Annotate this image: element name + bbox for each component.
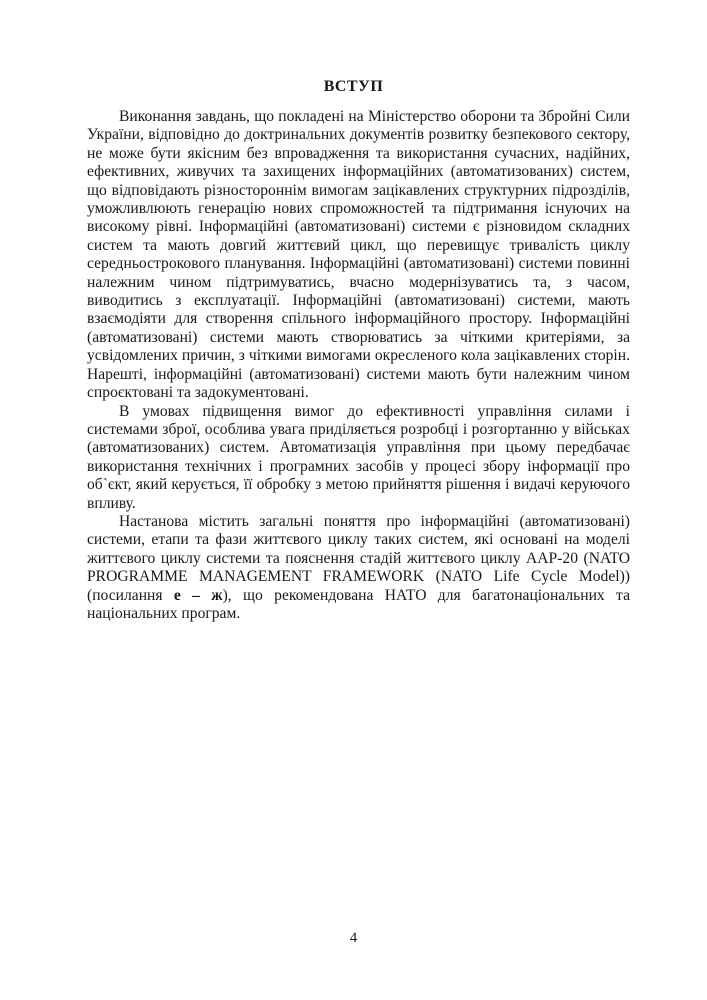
paragraph-1: Виконання завдань, що покладені на Міністерство оборони та Збройні Сили України, відповідно до доктринальних документів розвитку безпекового сектору, не може бути якісним без впровадження та використання сучасних, надійних, ефективних, живучих та захищених інформаційних (автоматизованих) систем, що відповідають різностороннім вимогам зацікавлених структурних підрозділів, уможливлюють генерацію нових спроможностей та підтримання існуючих на високому рівні. Інформаційні (автоматизовані) системи є різновидом складних систем та мають довгий життєвий цикл, що перевищує тривалість циклу середньострокового планування. Інформаційні (автоматизовані) системи повинні належним чином підтримуватись, вчасно модернізуватись та, з часом, виводитись з експлуатації. Інформаційні (автоматизовані) системи, мають взаємодіяти для створення спільного інформаційного простору. Інформаційні (автоматизовані) системи мають створюватись за чіткими критеріями, за усвідомлених причин, з чіткими вимогами окресленого кола зацікавлених сторін. Нарешті, інформаційні (автоматизовані) системи мають бути належним чином спроєктовані та задокументовані. xyxy=(87,108,630,402)
paragraph-3-text-end: ), що рекомендована НАТО для багатонаціональних та національних програм. xyxy=(87,586,630,622)
paragraph-2: В умовах підвищення вимог до ефективності управління силами і системами зброї, особлива увага приділяється розробці і розгортанню у військах (автоматизованих) систем. Автоматизація управління при цьому передбачає використання технічних і програмних засобів у процесі збору інформації про об`єкт, який керується, її обробку з метою прийняття рішення і видачі керуючого впливу. xyxy=(87,402,630,512)
section-heading: ВСТУП xyxy=(323,78,384,95)
reference-letters: е – ж xyxy=(173,586,223,604)
paragraph-3 xyxy=(87,513,630,623)
page-number: 4 xyxy=(349,930,358,946)
body-text xyxy=(87,108,630,623)
paragraph-3-text-start: Настанова містить загальні поняття про інформаційні (автоматизовані) системи, етапи та фази життєвого циклу таких систем, які основані на моделі життєвого циклу системи та пояснення стадій життєвого циклу ААР-20 (NATO PROGRAMME MANAGEMENT FRAMEWORK (NATO Life Cycle Model)) (посилання xyxy=(87,512,630,604)
